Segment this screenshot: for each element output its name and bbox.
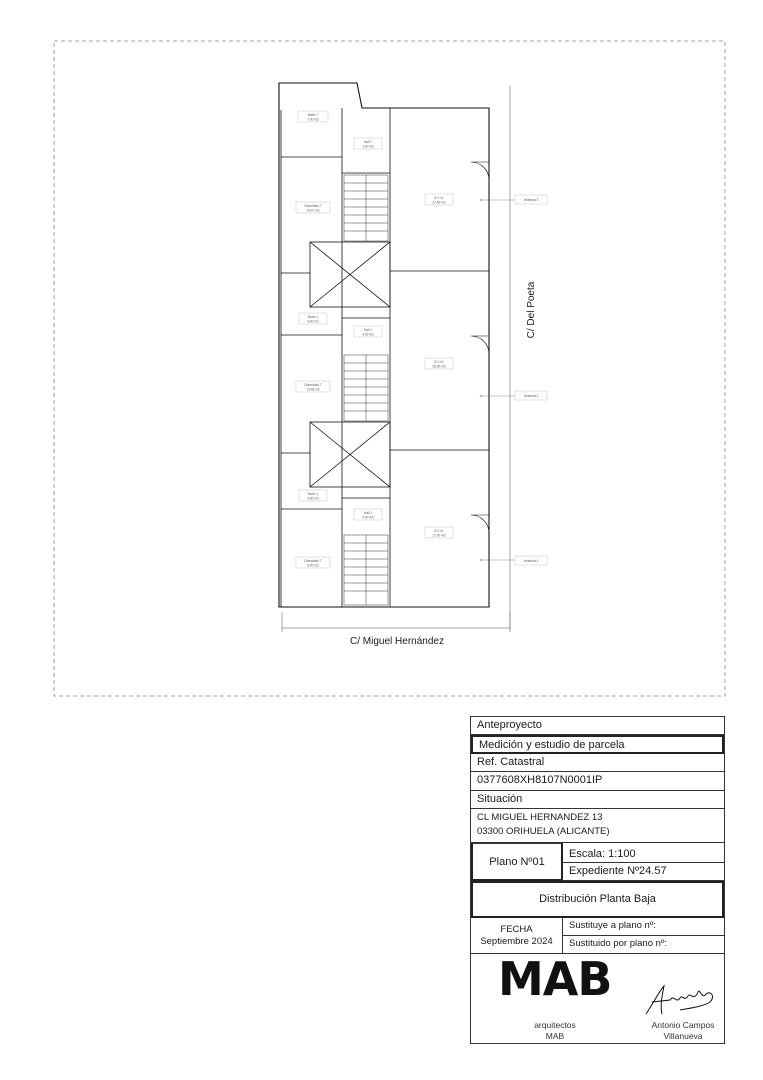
firm-line-2: MAB [545,1031,565,1041]
ref-catastral-value: 0377608XH8107N0001IP [471,772,724,791]
expediente: Expediente Nº24.57 [563,863,724,881]
room-area: 4,00 m2 [307,496,319,501]
address-line-2: 03300 ORIHUELA (ALICANTE) [477,826,610,837]
project-description: Medición y estudio de parcela [471,735,724,754]
room-name: Dormitorio 7 [304,559,322,563]
room-area: 3,00 m2 [362,144,374,149]
room-name: Hall 7 [363,140,373,144]
room-name: S.C.H. [434,196,444,200]
room-name: Baño 1 [307,492,319,496]
building-outline [279,83,489,607]
room-area: 4,00 m2 [307,319,319,324]
dimension-lines [282,86,510,632]
stair-3 [344,535,388,605]
room-name: Hall 1 [363,511,373,515]
sheet-frame [54,41,725,696]
room-name: S.C.H. [434,529,444,533]
project-type: Anteproyecto [471,717,724,735]
ref-catastral-label: Ref. Catastral [471,754,724,772]
room-name: Dormitorio 7 [304,204,322,208]
room-name: Baño 7 [307,113,319,117]
room-area: 4,00 m2 [362,515,374,520]
room-name: Dormitorio 7 [304,383,322,387]
address [471,809,724,843]
room-area: 13,46 m2 [306,387,320,392]
room-area: 17,00 m2 [432,533,446,538]
room-labels [296,111,547,568]
room-area: 4,00 m2 [362,332,374,337]
patio-2 [310,422,390,487]
street-label-bottom: C/ Miguel Hernández [350,636,444,647]
vivienda-label: Vivienda 2 [523,394,539,398]
firm-name [520,1020,590,1042]
room-name: Baño 1 [307,315,319,319]
date-cell [471,918,563,954]
signer-name [640,1020,726,1042]
scale: Escala: 1:100 [563,846,724,863]
signer-line-2: Villanueva [663,1031,703,1041]
vivienda-label: Vivienda 3 [523,198,539,202]
room-area: 27,00 m2 [432,200,446,205]
signer-line-1: Antonio Campos [651,1020,715,1030]
address-line-1: CL MIGUEL HERNANDEZ 13 [477,812,603,823]
room-area: 7,00 m2 [307,117,319,122]
firm-line-1: arquitectos [534,1020,576,1030]
room-area: 13,47 m2 [306,208,320,213]
room-area: 26,00 m2 [432,364,446,369]
room-area: 8,00 m2 [307,563,319,568]
date-label: FECHA [500,924,533,935]
plan-number: Plano Nº01 [471,843,563,881]
room-name: Hall 1 [363,328,373,332]
patio-1 [310,242,390,307]
room-name: S.C.H. [434,360,444,364]
plan-title: Distribución Planta Baja [471,881,724,918]
street-label-right: C/ Del Poeta [526,281,537,339]
replaced-by: Sustituido por plano nº: [563,936,724,954]
signature-scribble [640,980,720,1020]
situation-label: Situación [471,791,724,809]
vivienda-label: Vivienda 1 [523,559,539,563]
replaces: Sustituye a plano nº: [563,918,724,936]
stair-1 [344,175,388,241]
mab-logo: MAB [498,952,612,1006]
date-value: Septiembre 2024 [480,936,553,947]
stair-2 [344,355,388,421]
door-swings [471,162,489,533]
